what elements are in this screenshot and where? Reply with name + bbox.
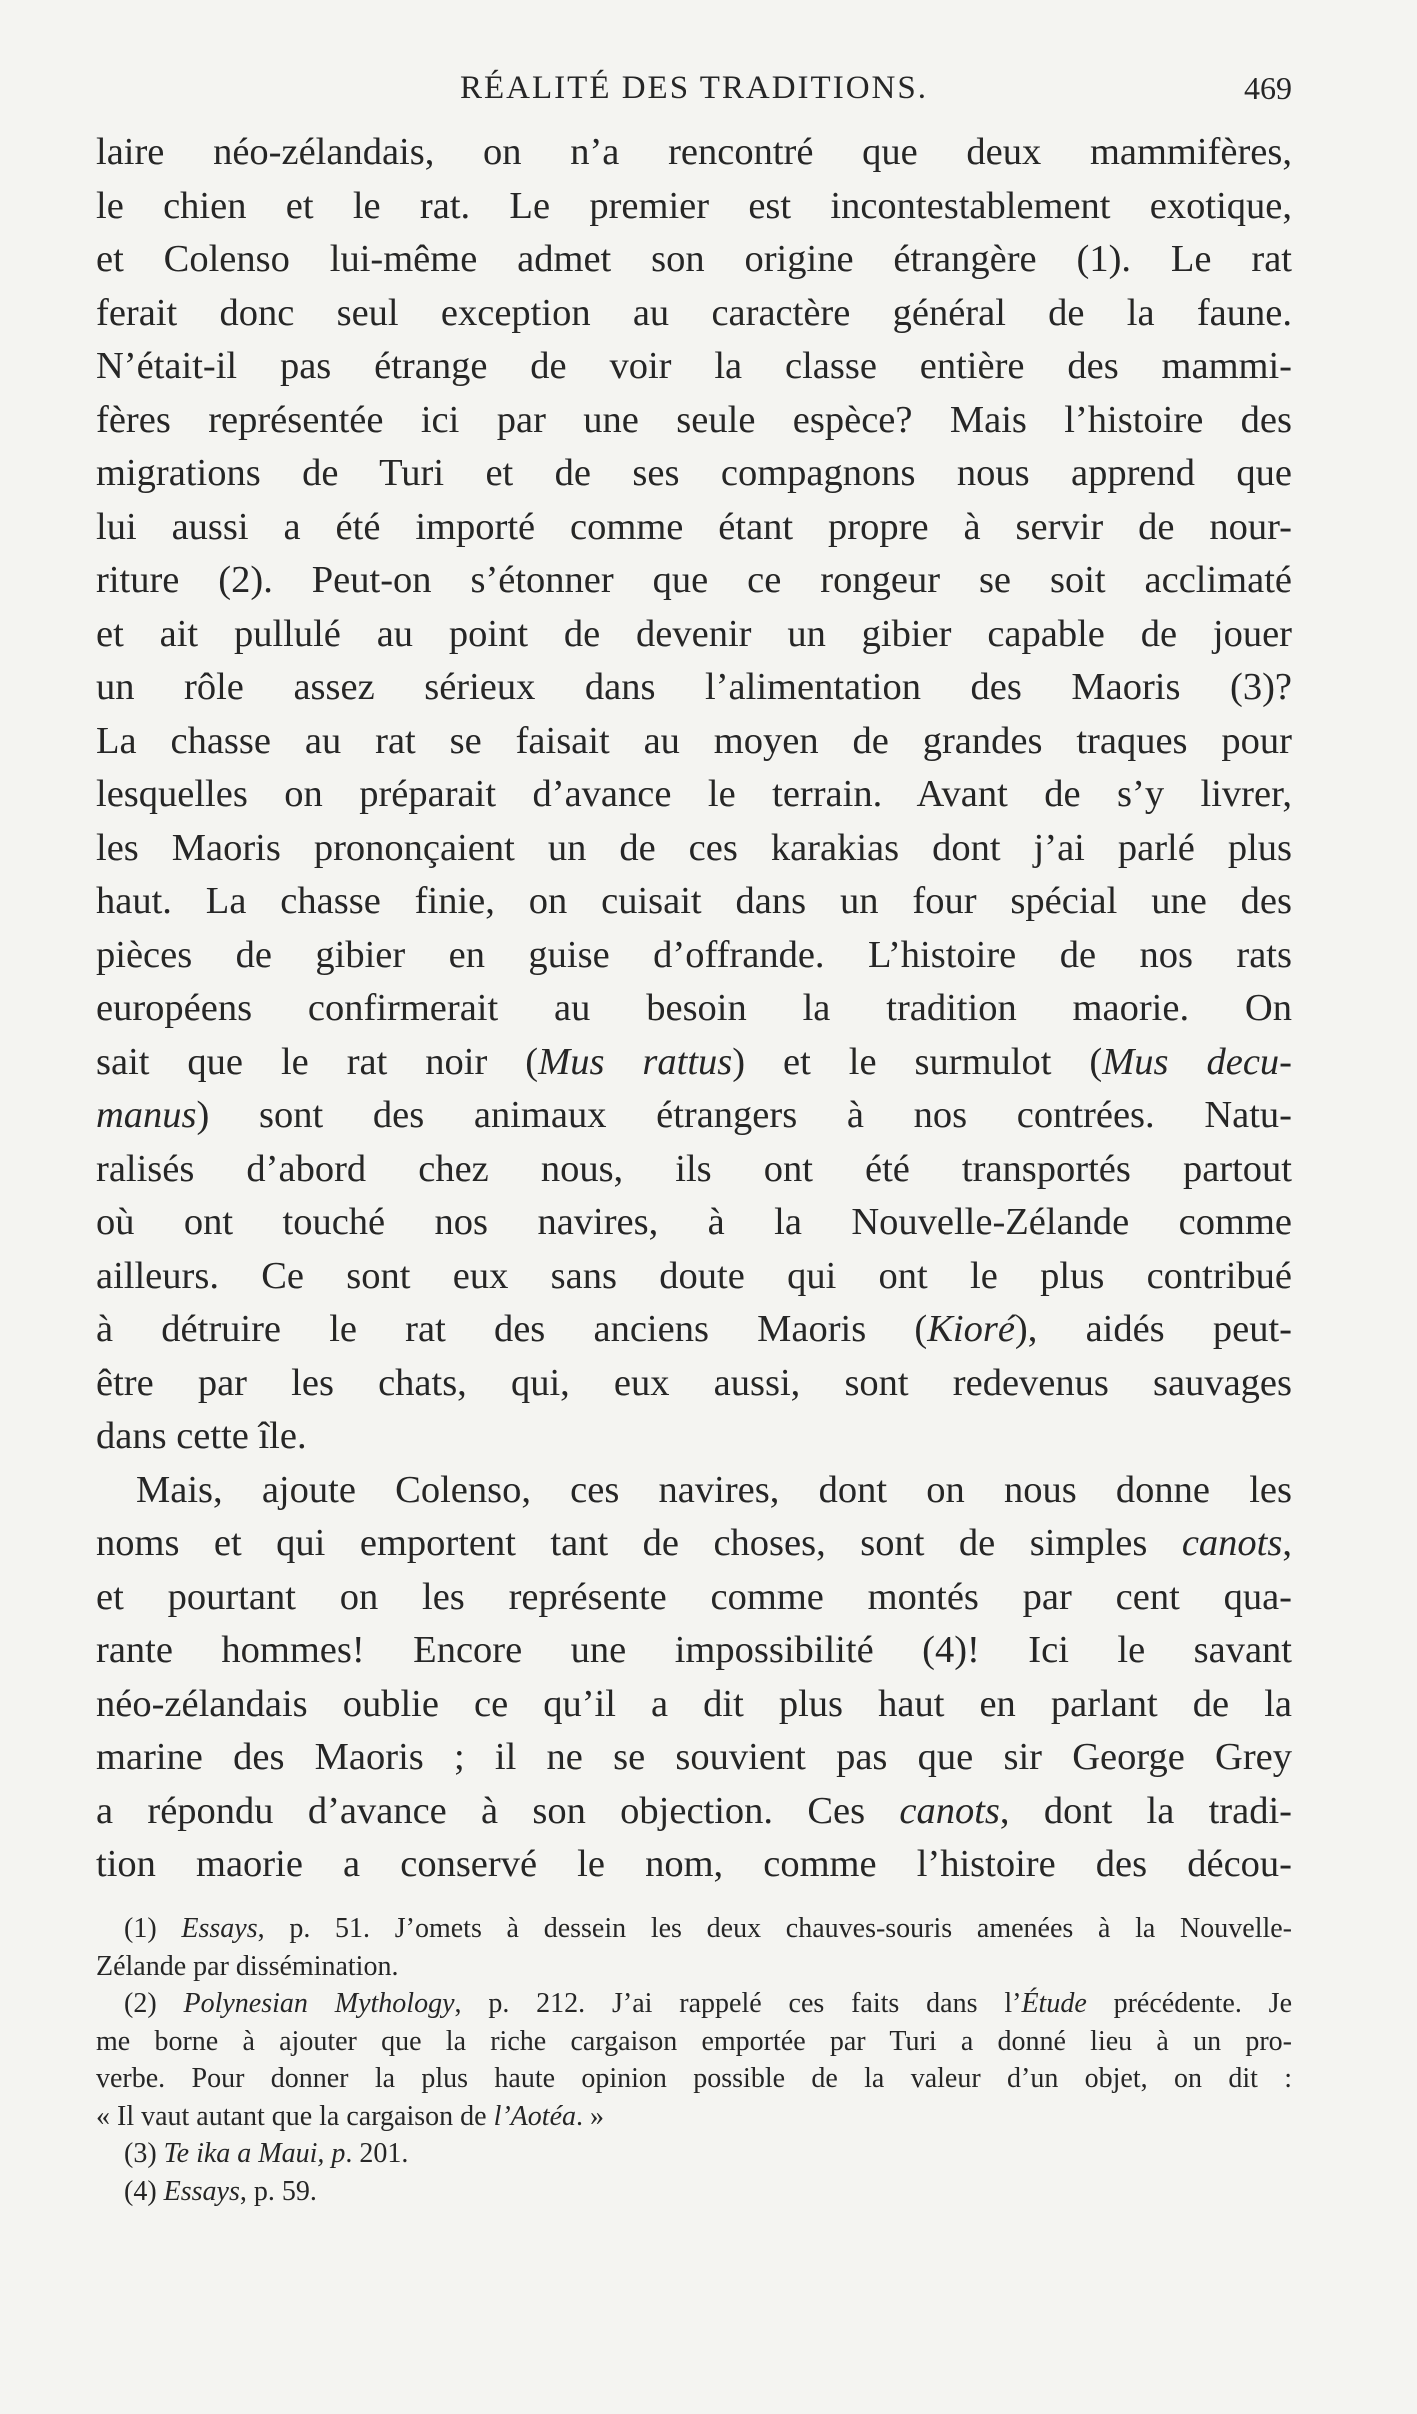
text-run: noms et qui emportent tant de choses, sont de simples (96, 1522, 1182, 1564)
text-run: a répondu d’avance à son objection. Ces (96, 1789, 900, 1832)
text-run: « Il vaut autant que la cargaison de (96, 2100, 494, 2132)
text-run: . 201. (345, 2138, 409, 2169)
running-title: RÉALITÉ DES TRADITIONS. (460, 70, 928, 106)
footnote-2 (96, 1985, 1292, 2135)
footnote-line: me borne à ajouter que la riche cargaison emportée par Turi a donné lieu à un pro- (96, 2025, 1292, 2057)
text-line: ferait donc seul exception au caractère général de la faune. (96, 291, 1292, 334)
text-line: un rôle assez sérieux dans l’alimentation des Maoris (3)? (96, 666, 1292, 708)
paragraph-2 (96, 1464, 1292, 1892)
footnote-line: verbe. Pour donner la plus haute opinion possible de la valeur d’un objet, on dit : (96, 2063, 1292, 2094)
text-line: européens confirmerait au besoin la tradition maorie. On (96, 987, 1292, 1029)
text-line: néo-zélandais oublie ce qu’il a dit plus haut en parlant de la (96, 1682, 1292, 1725)
text-line: haut. La chasse finie, on cuisait dans un four spécial une des (96, 880, 1292, 922)
text-run: ) sont des animaux étrangers à nos contrées. Natu- (196, 1094, 1292, 1136)
species-name: manus (96, 1094, 197, 1136)
text-line: rante hommes! Encore une impossibilité (4)! Ici le savant (96, 1629, 1292, 1671)
text-line: laire néo-zélandais, on n’a rencontré que deux mammifères, (96, 131, 1292, 173)
text-line (96, 1303, 1292, 1357)
emphasis: canots (1181, 1522, 1283, 1564)
text-line: ailleurs. Ce sont eux sans doute qui ont le plus contribué (96, 1254, 1292, 1297)
text-run: , p. 59. (239, 2175, 317, 2207)
text-line: dans cette île. (96, 1415, 307, 1457)
footnote-4 (96, 2173, 1292, 2211)
text-run: sait que le rat noir ( (96, 1040, 539, 1083)
text-line: fères représentée ici par une seule espèce? Mais l’histoire des (96, 398, 1292, 441)
work-title: Étude (1021, 1988, 1087, 2019)
text-run: précédente. Je (1086, 1988, 1292, 2019)
text-run: . » (576, 2100, 604, 2132)
text-line: ralisés d’abord chez nous, ils ont été transportés partout (96, 1147, 1292, 1190)
footnote-line (96, 2098, 1292, 2136)
footnote-number: (1) (124, 1913, 157, 1944)
text-line: N’était-il pas étrange de voir la classe entière des mammi- (96, 345, 1292, 387)
text-run: , p. 212. J’ai rappelé ces faits dans l’ (454, 1988, 1022, 2019)
text-run: ) et le surmulot ( (732, 1040, 1103, 1083)
work-title: Polynesian Mythology (183, 1988, 455, 2019)
text-run: , p. 51. J’omets à dessein les deux chauves-souris amenées à la Nouvelle- (257, 1913, 1293, 1944)
paragraph-1 (96, 126, 1292, 1464)
text-run: à détruire le rat des anciens Maoris ( (96, 1308, 928, 1350)
text-line: lesquelles on préparait d’avance le terrain. Avant de s’y livrer, (96, 773, 1292, 815)
footnote-number: (4) (124, 2175, 157, 2207)
text-line: et pourtant on les représente comme montés par cent qua- (96, 1575, 1292, 1618)
text-line: le chien et le rat. Le premier est incontestablement exotique, (96, 184, 1292, 227)
footnote-number: (3) (124, 2138, 157, 2169)
work-title: Te ika a Maui, p (163, 2138, 346, 2169)
text-line: riture (2). Peut-on s’étonner que ce rongeur se soit acclimaté (96, 559, 1292, 601)
text-line: Mais, ajoute Colenso, ces navires, dont on nous donne les (136, 1468, 1292, 1511)
body-text (96, 126, 1292, 1892)
text-line: pièces de gibier en guise d’offrande. L’histoire de nos rats (96, 933, 1292, 976)
text-line: les Maoris prononçaient un de ces karakias dont j’ai parlé plus (96, 826, 1292, 869)
text-line: et Colenso lui-même admet son origine étrangère (1). Le rat (96, 238, 1292, 280)
text-line (96, 1517, 1292, 1571)
text-run: ), aidés peut- (1014, 1308, 1292, 1350)
footnote-line (96, 2135, 1292, 2173)
text-line: être par les chats, qui, eux aussi, sont redevenus sauvages (96, 1361, 1292, 1404)
footnote-number: (2) (124, 1988, 157, 2019)
text-line (96, 1785, 1292, 1839)
text-line: lui aussi a été importé comme étant propre à servir de nour- (96, 505, 1292, 548)
text-line: La chasse au rat se faisait au moyen de grandes traques pour (96, 719, 1292, 762)
emphasis: canots (899, 1789, 1000, 1832)
text-run: , (1282, 1522, 1292, 1564)
text-run: , dont la tradi- (999, 1789, 1292, 1832)
footnote-1 (96, 1910, 1292, 1985)
work-title: Essays (163, 2175, 240, 2207)
running-head (96, 70, 1292, 118)
ship-name: l’Aotéa (493, 2100, 576, 2132)
footnote-3 (96, 2135, 1292, 2173)
text-line (96, 1036, 1292, 1090)
footnotes (96, 1910, 1292, 2210)
text-line (96, 1089, 1292, 1143)
text-line: migrations de Turi et de ses compagnons nous apprend que (96, 452, 1292, 494)
footnote-line (96, 1985, 1292, 2023)
work-title: Essays (181, 1913, 258, 1944)
footnote-line: Zélande par dissémination. (96, 1950, 399, 1982)
species-name: Mus decu- (1102, 1040, 1293, 1083)
text-line: et ait pullulé au point de devenir un gibier capable de jouer (96, 612, 1292, 655)
footnote-line (96, 2173, 1292, 2211)
page-number: 469 (1244, 70, 1292, 106)
species-name: Mus rattus (538, 1040, 733, 1083)
text-line: marine des Maoris ; il ne se souvient pas que sir George Grey (96, 1736, 1292, 1778)
text-line: où ont touché nos navires, à la Nouvelle-Zélande comme (96, 1201, 1292, 1243)
footnote-line (96, 1910, 1292, 1948)
text-line: tion maorie a conservé le nom, comme l’histoire des décou- (96, 1843, 1292, 1885)
species-name: Kioré (927, 1308, 1015, 1350)
